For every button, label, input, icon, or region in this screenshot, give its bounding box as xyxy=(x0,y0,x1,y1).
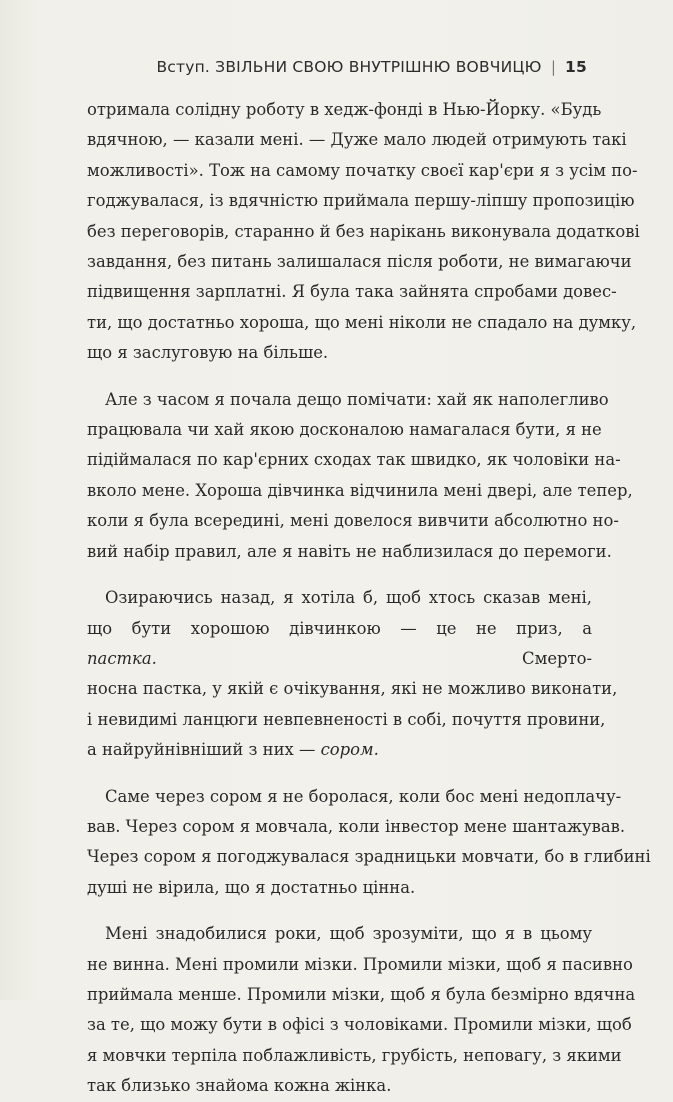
paragraph-3 xyxy=(87,583,618,765)
paragraph-2 xyxy=(87,385,633,567)
text-line: годжувалася, із вдячністю приймала першу-ліпшу пропозицію xyxy=(87,191,635,211)
text-line: за те, що можу бути в офісі з чоловіками. Промили мізки, щоб xyxy=(87,1015,632,1035)
paragraph-4 xyxy=(87,782,651,904)
text-line: підіймалася по кар'єрних сходах так швидко, як чоловіки на- xyxy=(87,450,621,470)
text-line: працювала чи хай якою досконалою намагалася бути, я не xyxy=(87,420,602,440)
text-line: душі не вірила, що я достатньо цінна. xyxy=(87,877,416,897)
text-line xyxy=(87,735,592,765)
text-line: що я заслуговую на більше. xyxy=(87,343,329,363)
text-line: Саме через сором я не боролася, коли бос мені недоплачу- xyxy=(105,786,622,806)
text-line: ти, що достатньо хороша, що мені ніколи не спадало на думку, xyxy=(87,312,637,332)
emphasis-trap: пастка. xyxy=(87,648,157,668)
paragraph-5 xyxy=(87,919,636,1101)
text-line xyxy=(87,614,592,675)
text-line: завдання, без питань залишалася після роботи, не вимагаючи xyxy=(87,252,632,272)
running-header xyxy=(156,58,587,76)
header-separator: | xyxy=(550,58,557,76)
text-line: вав. Через сором я мовчала, коли інвестор мене шантажував. xyxy=(87,816,626,836)
text-line: приймала менше. Промили мізки, щоб я була безмірно вдячна xyxy=(87,984,636,1004)
text-line: так близько знайома кожна жінка. xyxy=(87,1076,392,1096)
text-line: Мені знадобилися роки, щоб зрозуміти, що я в цьому xyxy=(105,924,592,944)
text-line: коли я була всередині, мені довелося вивчити абсолютно но- xyxy=(87,511,619,531)
paragraph-1 xyxy=(87,95,640,369)
text-line: вколо мене. Хороша дівчинка відчинила мені двері, але тепер, xyxy=(87,480,633,500)
text-line: я мовчки терпіла поблажливість, грубість, неповагу, з якими xyxy=(87,1045,622,1065)
text-fragment: Смерто- xyxy=(522,648,592,668)
body-text xyxy=(87,95,651,1102)
text-line: можливості». Тож на самому початку своєї кар'єри я з усім по- xyxy=(87,160,638,180)
text-line: без переговорів, старанно й без нарікань виконувала додаткові xyxy=(87,221,640,241)
text-fragment: що бути хорошою дівчинкою — це не приз, а xyxy=(87,618,592,638)
page-number: 15 xyxy=(565,58,587,76)
text-line: Але з часом я почала дещо помічати: хай як наполегливо xyxy=(105,389,609,409)
text-line: вдячною, — казали мені. — Дуже мало людей отримують такі xyxy=(87,130,627,150)
text-fragment: а найруйнівніший з них — xyxy=(87,740,316,760)
text-line: носна пастка, у якій є очікування, які не можливо виконати, xyxy=(87,679,618,699)
text-line: вий набір правил, але я навіть не наблизилася до перемоги. xyxy=(87,541,612,561)
text-line: і невидимі ланцюги невпевненості в собі, почуття провини, xyxy=(87,709,606,729)
text-line: підвищення зарплатні. Я була така зайнята спробами довес- xyxy=(87,282,617,302)
text-line: Озираючись назад, я хотіла б, щоб хтось сказав мені, xyxy=(105,588,592,608)
text-line: Через сором я погоджувалася зрадницьки мовчати, бо в глибині xyxy=(87,847,651,867)
text-line: отримала солідну роботу в хедж-фонді в Нью-Йорку. «Будь xyxy=(87,100,602,119)
text-line: не винна. Мені промили мізки. Промили мізки, щоб я пасивно xyxy=(87,954,633,974)
emphasis-shame: сором. xyxy=(320,740,379,760)
section-title: Вступ. ЗВІЛЬНИ СВОЮ ВНУТРІШНЮ ВОВЧИЦЮ xyxy=(156,58,542,76)
